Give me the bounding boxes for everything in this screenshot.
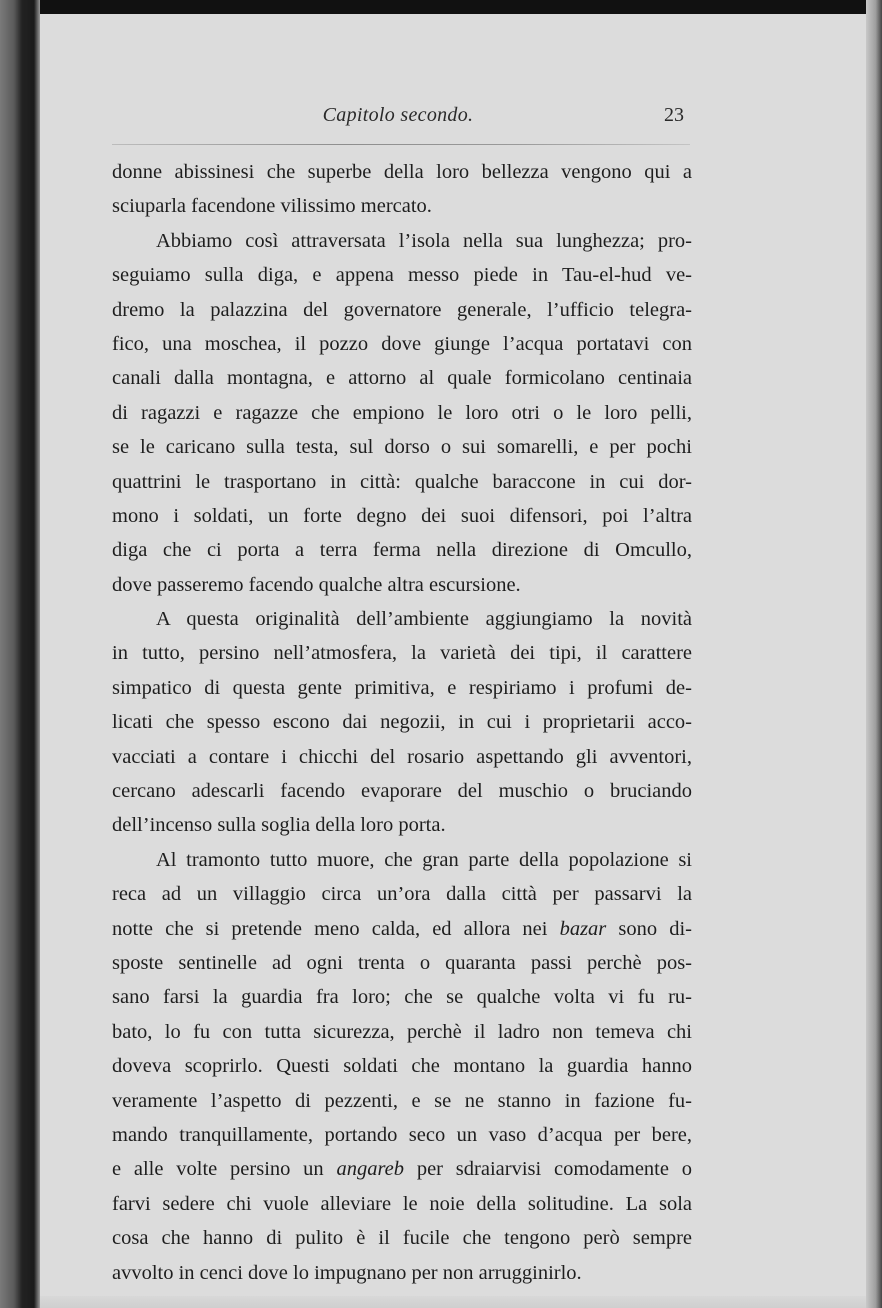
text-line: canali dalla montagna, e attorno al quale formicolano centinaia xyxy=(112,367,692,390)
running-header xyxy=(112,104,684,134)
text-line: Al tramonto tutto muore, che gran parte della popolazione si xyxy=(156,848,692,871)
body-text xyxy=(112,155,692,1290)
text-line: mono i soldati, un forte degno dei suoi difensori, poi l’altra xyxy=(112,504,692,527)
text-line: vacciati a contare i chicchi del rosario aspettando gli avventori, xyxy=(112,745,692,768)
text-line: licati che spesso escono dai negozii, in cui i proprietarii acco- xyxy=(112,711,692,734)
page-top-edge xyxy=(0,0,882,14)
text-line: e alle volte persino un angareb per sdraiarvisi comodamente o xyxy=(112,1158,692,1181)
text-line: dove passeremo facendo qualche altra escursione. xyxy=(112,573,521,596)
text-line: quattrini le trasportano in città: qualche baraccone in cui dor- xyxy=(112,470,692,493)
text-line: sciuparla facendone vilissimo mercato. xyxy=(112,195,432,218)
book-spine-edge xyxy=(0,0,40,1308)
header-rule xyxy=(112,144,690,145)
text-line: A questa originalità dell’ambiente aggiungiamo la novità xyxy=(156,608,692,631)
text-line: Abbiamo così attraversata l’isola nella sua lunghezza; pro- xyxy=(156,229,692,252)
text-line: veramente l’aspetto di pezzenti, e se ne stanno in fazione fu- xyxy=(112,1089,692,1112)
text-line: diga che ci porta a terra ferma nella direzione di Omcullo, xyxy=(112,539,692,562)
text-line: dremo la palazzina del governatore generale, l’ufficio telegra- xyxy=(112,298,692,321)
text-line: doveva scoprirlo. Questi soldati che montano la guardia hanno xyxy=(112,1055,692,1078)
text-line: sposte sentinelle ad ogni trenta o quaranta passi perchè pos- xyxy=(112,951,692,974)
text-line: seguiamo sulla diga, e appena messo piede in Tau-el-hud ve- xyxy=(112,264,692,287)
text-line: donne abissinesi che superbe della loro bellezza vengono qui a xyxy=(112,161,692,183)
text-line: avvolto in cenci dove lo impugnano per non arrugginirlo. xyxy=(112,1261,582,1284)
text-line: in tutto, persino nell’atmosfera, la varietà dei tipi, il carattere xyxy=(112,642,692,665)
text-line: mando tranquillamente, portando seco un vaso d’acqua per bere, xyxy=(112,1123,692,1146)
text-line: simpatico di questa gente primitiva, e respiriamo i profumi de- xyxy=(112,676,692,699)
text-line: fico, una moschea, il pozzo dove giunge l’acqua portatavi con xyxy=(112,332,692,355)
italic-term: angareb xyxy=(336,1158,405,1181)
text-line: se le caricano sulla testa, sul dorso o sui somarelli, e per pochi xyxy=(112,436,692,459)
text-line: reca ad un villaggio circa un’ora dalla città per passarvi la xyxy=(112,883,692,906)
text-line: sano farsi la guardia fra loro; che se qualche volta vi fu ru- xyxy=(112,986,692,1009)
running-title: Capitolo secondo. xyxy=(322,104,474,126)
page-bottom-edge xyxy=(40,1296,866,1308)
page-right-edge xyxy=(866,0,882,1308)
text-line: dell’incenso sulla soglia della loro porta. xyxy=(112,814,446,837)
page-number: 23 xyxy=(664,104,684,126)
text-line: bato, lo fu con tutta sicurezza, perchè il ladro non temeva chi xyxy=(112,1020,692,1043)
text-line: notte che si pretende meno calda, ed allora nei bazar sono di- xyxy=(112,917,693,940)
text-line: di ragazzi e ragazze che empiono le loro otri o le loro pelli, xyxy=(112,401,692,424)
text-line: cosa che hanno di pulito è il fucile che tengono però sempre xyxy=(112,1227,692,1250)
text-line: cercano adescarli facendo evaporare del muschio o bruciando xyxy=(112,780,692,803)
italic-term: bazar xyxy=(559,917,607,940)
text-line: farvi sedere chi vuole alleviare le noie della solitudine. La sola xyxy=(112,1192,692,1215)
